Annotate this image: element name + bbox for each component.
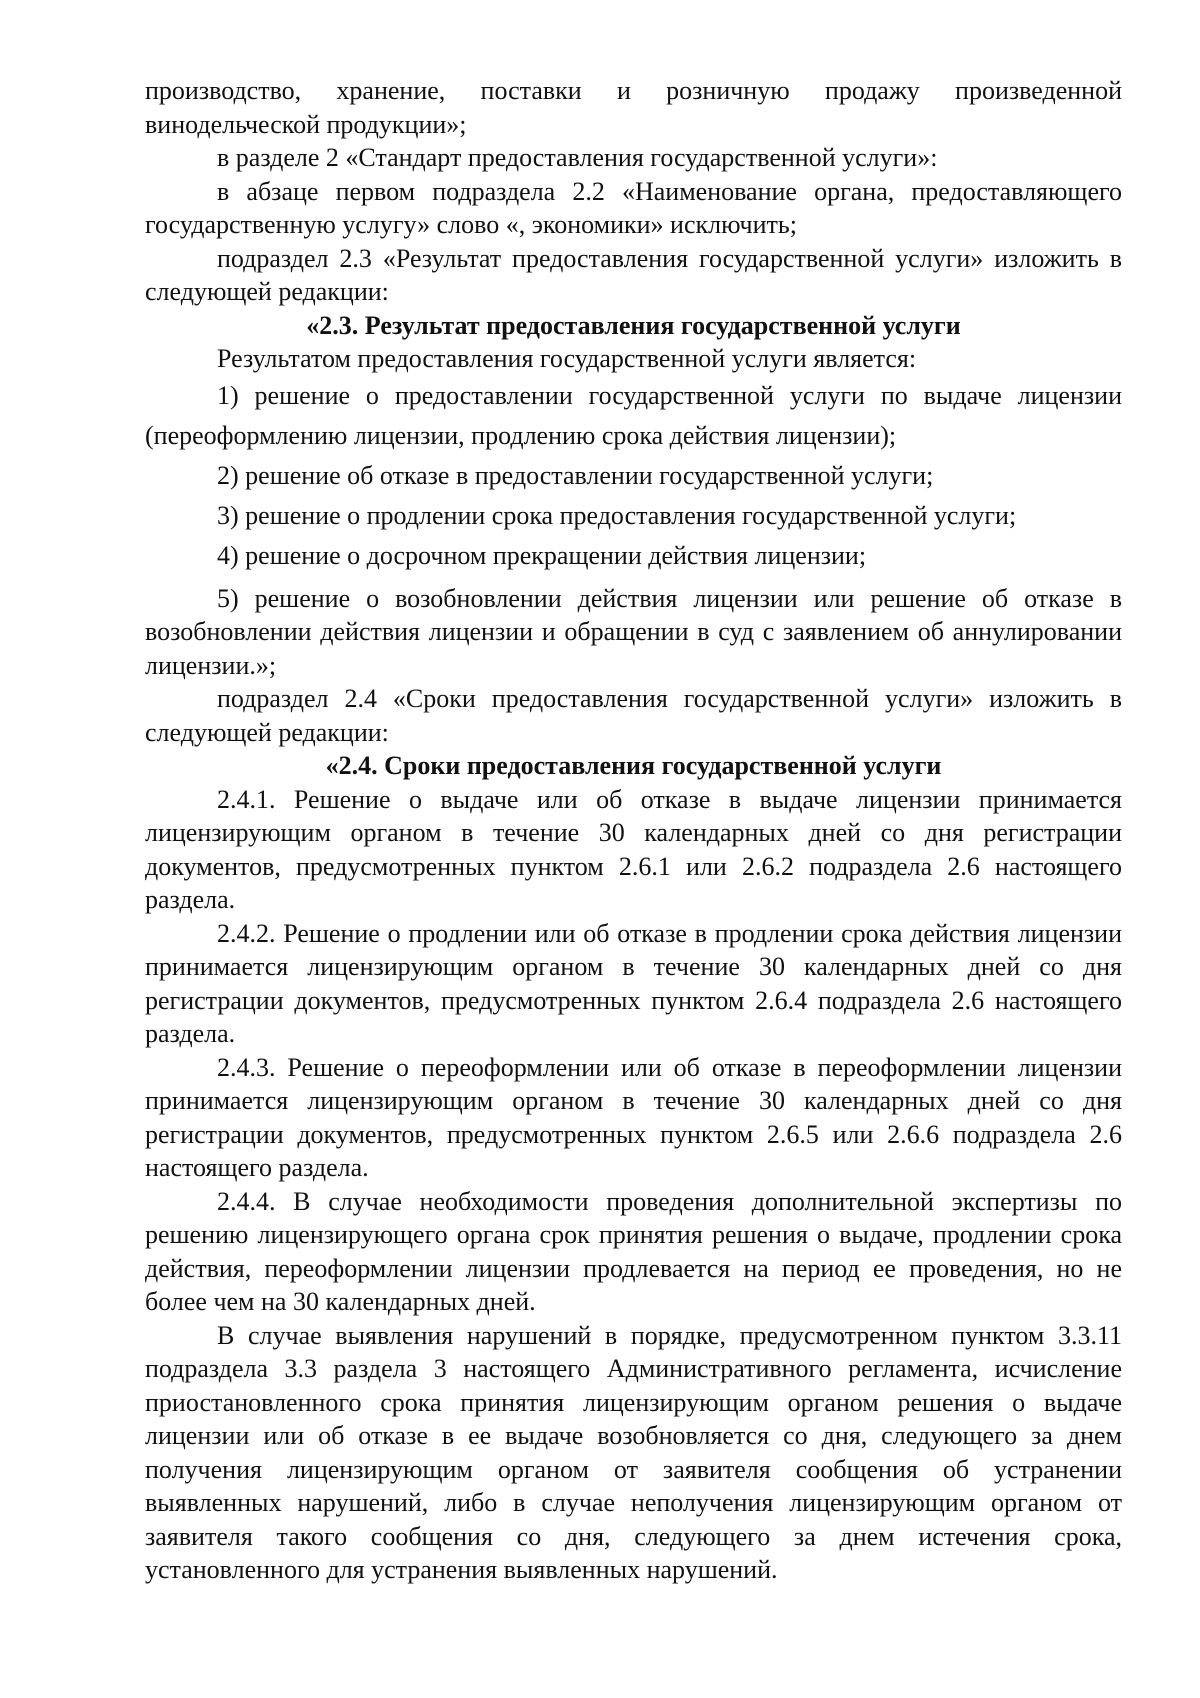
paragraph-section-2: в разделе 2 «Стандарт предоставления государственной услуги»: xyxy=(217,143,938,172)
list-item-3: 3) решение о продлении срока предоставления государственной услуги; xyxy=(217,500,1017,530)
list-item-1: 1) решение о предоставлении государственной услуги по выдаче лицензии (переоформлению лицензии, продлению срока действия лицензии); xyxy=(145,380,1122,450)
heading-2-3: «2.3. Результат предоставления государственной услуги xyxy=(306,310,961,340)
list-item-5: 5) решение о возобновлении действия лицензии или решение об отказе в возобновлении действия лицензии и обращении в суд с заявлением об аннулировании лицензии.»; xyxy=(145,583,1122,680)
paragraph-2-4-1: 2.4.1. Решение о выдаче или об отказе в выдаче лицензии принимается лицензирующим органом в течение 30 календарных дней со дня регистрации документов, предусмотренных пунктом 2.6.1 или 2.6.2 подраздела 2.6 настоящего раздела. xyxy=(145,784,1122,914)
paragraph-2-4-3: 2.4.3. Решение о переоформлении или об отказе в переоформлении лицензии принимается лицензирующим органом в течение 30 календарных дней со дня регистрации документов, предусмотренных пунктом 2.6.5 или 2.6.6 подраздела 2.6 настоящего раздела. xyxy=(145,1052,1122,1182)
paragraph-subsection-2-2: в абзаце первом подраздела 2.2 «Наименование органа, предоставляющего государственную услугу» слово «, экономики» исключить; xyxy=(145,176,1122,239)
paragraph-continuation: производство, хранение, поставки и розничную продажу произведенной винодельческой продукции»; xyxy=(145,76,1122,139)
list-item-4: 4) решение о досрочном прекращении действия лицензии; xyxy=(217,540,867,570)
document-body xyxy=(145,74,1122,1587)
paragraph-2-4-2: 2.4.2. Решение о продлении или об отказе в продлении срока действия лицензии принимается лицензирующим органом в течение 30 календарных дней со дня регистрации документов, предусмотренных пунктом 2.6.4 подраздела 2.6 настоящего раздела. xyxy=(145,918,1122,1048)
heading-2-4: «2.4. Сроки предоставления государственной услуги xyxy=(325,751,942,780)
paragraph-subsection-2-3-intro: подраздел 2.3 «Результат предоставления государственной услуги» изложить в следующей редакции: xyxy=(145,243,1122,306)
paragraph-violations: В случае выявления нарушений в порядке, предусмотренном пунктом 3.3.11 подраздела 3.3 раздела 3 настоящего Административного регламента, исчисление приостановленного срока принятия лицензирующим органом решения о выдаче лицензии или об отказе в ее выдаче возобновляется со дня, следующего за днем получения лицензирующим органом от заявителя сообщения об устранении выявленных нарушений, либо в случае неполучения лицензирующим органом от заявителя такого сообщения со дня, следующего за днем истечения срока, установленного для устранения выявленных нарушений. xyxy=(145,1320,1122,1584)
paragraph-subsection-2-4-intro: подраздел 2.4 «Сроки предоставления государственной услуги» изложить в следующей редакции: xyxy=(145,684,1122,747)
paragraph-2-4-4: 2.4.4. В случае необходимости проведения дополнительной экспертизы по решению лицензирующего органа срок принятия решения о выдаче, продлении срока действия, переоформлении лицензии продлевается на период ее проведения, но не более чем на 30 календарных дней. xyxy=(145,1186,1122,1316)
list-item-2: 2) решение об отказе в предоставлении государственной услуги; xyxy=(217,460,934,490)
paragraph-result-intro: Результатом предоставления государственной услуги является: xyxy=(217,344,917,373)
